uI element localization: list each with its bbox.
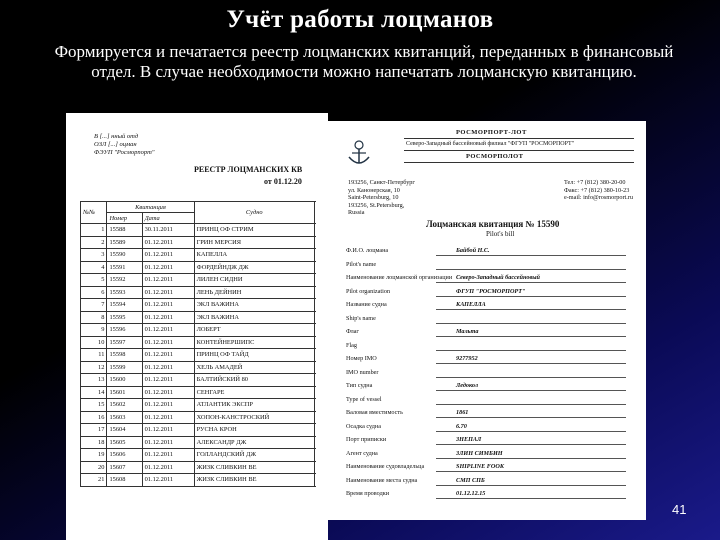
field-underline (436, 296, 626, 297)
receipt-subtitle: Pilot's bill (486, 230, 515, 238)
register-cell: 01.12.2011 (142, 324, 194, 337)
register-cell: 15606 (107, 449, 142, 462)
address-line: Saint-Petersburg, 10 (348, 194, 399, 201)
field-underline (436, 498, 626, 499)
field-underline (436, 269, 626, 270)
receipt-field-value: 01.12.12.15 (456, 490, 486, 497)
register-cell: ГРИН МЕРСИЯ (194, 236, 314, 249)
receipt-field-value: 1861 (456, 409, 469, 416)
field-underline (436, 417, 626, 418)
register-cell: 01.12.2011 (142, 311, 194, 324)
receipt-field-label: Pilot's name (346, 260, 377, 268)
receipt-field-value: 6.70 (456, 422, 467, 430)
register-header-line: ОЗЛ [...] оцман (94, 141, 137, 148)
register-cell: 15597 (107, 336, 142, 349)
register-cell: 01.12.2011 (142, 299, 194, 312)
receipt-field-label: Валовая вместимость (346, 409, 403, 416)
register-cell: 8 (81, 311, 107, 324)
register-cell: 15602 (107, 399, 142, 412)
contact-line: e-mail: info@rosmorport.ru (564, 194, 633, 201)
register-cell: 01.12.2011 (142, 249, 194, 262)
page-number: 41 (672, 502, 687, 517)
register-cell: 15604 (107, 424, 142, 437)
receipt-field-label: Порт приписки (346, 436, 387, 443)
register-cell: АТЛАНТИК ЭКСПР (194, 399, 314, 412)
register-header (94, 133, 155, 157)
receipt-rosmor: РОСМОРПОЛОТ (466, 153, 524, 160)
register-cell: 2 (81, 236, 107, 249)
register-cell: ПРИНЦ ОФ ТАЙД (194, 349, 314, 362)
col-date-header: Дата (142, 213, 194, 224)
receipt-title: Лоцманская квитанция № 15590 (426, 219, 560, 229)
register-cell: 30.11.2011 (142, 224, 194, 237)
register-cell: 01.12.2011 (142, 474, 194, 487)
register-cell: 15601 (107, 386, 142, 399)
register-cell: 12 (81, 361, 107, 374)
register-cell: 15596 (107, 324, 142, 337)
register-cell: 15603 (107, 411, 142, 424)
register-cell: 01.12.2011 (142, 274, 194, 287)
register-cell: ХОПОН-КАНСТРОСКИЙ (194, 411, 314, 424)
receipt-field-value: Байбой Н.С. (456, 247, 490, 254)
register-cell: ЖИЗК СЛИВКИН ВЕ (194, 461, 314, 474)
register-cell: ЛЕНЬ ДЕЙНИН (194, 286, 314, 299)
register-cell: 1 (81, 224, 107, 237)
receipt-contacts (564, 179, 633, 202)
register-cell: 20 (81, 461, 107, 474)
register-header-line: В [...] нный отд (94, 133, 139, 140)
receipt-field-label: Type of vessel (346, 395, 382, 403)
receipt-field-value: КАПЕЛЛА (456, 301, 486, 308)
register-cell: 01.12.2011 (142, 436, 194, 449)
register-cell: 15588 (107, 224, 142, 237)
field-underline (436, 282, 626, 283)
receipt-field-value: ЗНЕПАЛ (456, 436, 482, 443)
slide-title: Учёт работы лоцманов (226, 6, 494, 33)
field-underline (436, 323, 626, 324)
field-underline (436, 485, 626, 486)
register-cell: 9 (81, 324, 107, 337)
field-underline (436, 458, 626, 459)
receipt-field-label: Наименование лоцманской организации (346, 274, 453, 281)
register-document (66, 113, 328, 540)
address-line: ул. Канонерская, 10 (348, 186, 400, 194)
register-cell: ПРИНЦ ОФ СТРИМ (194, 224, 314, 237)
register-cell: 15594 (107, 299, 142, 312)
col-no-header: №№ (81, 202, 107, 224)
receipt-field-label: Время проводки (346, 490, 390, 497)
field-underline (436, 377, 626, 378)
field-underline (436, 350, 626, 351)
address-line: 193256, St.Petersburg, (348, 201, 405, 209)
receipt-field-label: Flag (346, 341, 358, 349)
register-cell: РУСНА КРОН (194, 424, 314, 437)
register-cell: ЖИЗК СЛИВКИН ВЕ (194, 474, 314, 487)
register-cell: 01.12.2011 (142, 449, 194, 462)
register-cell: 01.12.2011 (142, 261, 194, 274)
register-cell: 19 (81, 449, 107, 462)
divider (404, 162, 634, 163)
register-cell: ГОЛЛАНДСКИЙ ДЖ (194, 449, 314, 462)
receipt-field-value: SHIPLINE FOOK (456, 463, 504, 470)
receipt-field-label: Ship's name (346, 314, 376, 322)
register-cell: 10 (81, 336, 107, 349)
register-cell: 15593 (107, 286, 142, 299)
register-title: РЕЕСТР ЛОЦМАНСКИХ КВ (194, 165, 303, 174)
slide-subtitle: Формируется и печатается реестр лоцманских квитанций, переданных в финансовый отдел. В случае необходимости можно напечатать лоцманскую квитанцию. (54, 42, 674, 81)
receipt-field-label: Тип судна (346, 382, 373, 389)
field-underline (436, 390, 626, 391)
register-cell: 15608 (107, 474, 142, 487)
field-underline (436, 431, 626, 432)
register-cell: 15595 (107, 311, 142, 324)
register-cell: 16 (81, 411, 107, 424)
register-cell: 15599 (107, 361, 142, 374)
register-cell: 3 (81, 249, 107, 262)
register-cell: 01.12.2011 (142, 461, 194, 474)
receipt-field-value: 9277952 (456, 355, 478, 362)
register-cell: ЭКЛ ВАЖИНА (194, 311, 314, 324)
col-ship-header: Судно (194, 202, 314, 224)
field-underline (436, 255, 626, 256)
register-cell: 6 (81, 286, 107, 299)
register-cell: 18 (81, 436, 107, 449)
register-cell: СЕНГАРЕ (194, 386, 314, 399)
register-cell: 01.12.2011 (142, 411, 194, 424)
register-cell: 15607 (107, 461, 142, 474)
register-cell: КОНТЕЙНЕРШИПС (194, 336, 314, 349)
field-underline (436, 471, 626, 472)
receipt-field-label: Наименование места судна (346, 476, 418, 484)
receipt-field-label: Название судна (346, 301, 387, 308)
register-header-line: ФЭУП "Росморпорт" (94, 149, 155, 156)
register-cell: 01.12.2011 (142, 399, 194, 412)
receipt-branch: Северо-Западный бассейновый филиал "ФГУП "РОСМОРПОРТ" (406, 141, 575, 147)
register-cell: 01.12.2011 (142, 424, 194, 437)
receipt-field-value: ЗЛИН СИМБИН (456, 449, 503, 457)
receipt-field-label: Агент судна (346, 449, 378, 457)
address-line: 193256, Санкт-Петербург (348, 179, 415, 186)
register-cell: 15591 (107, 261, 142, 274)
register-cell: 21 (81, 474, 107, 487)
register-cell: 15592 (107, 274, 142, 287)
register-cell: 01.12.2011 (142, 386, 194, 399)
receipt-field-label: Флаг (346, 328, 359, 335)
register-cell: БАЛТИЙСКИЙ 80 (194, 374, 314, 387)
register-cell: ЭКЛ ВАЖИНА (194, 299, 314, 312)
divider (404, 150, 634, 151)
register-cell: 01.12.2011 (142, 349, 194, 362)
register-cell: 01.12.2011 (142, 361, 194, 374)
receipt-field-value: ФГУП "РОСМОРПОРТ" (456, 287, 526, 295)
receipt-field-value: Северо-Западный бассейновый (456, 274, 540, 281)
register-cell: 15589 (107, 236, 142, 249)
receipt-address (348, 179, 415, 217)
register-cell: 14 (81, 386, 107, 399)
register-cell: 15600 (107, 374, 142, 387)
field-underline (436, 363, 626, 364)
register-date: от 01.12.20 (264, 177, 302, 186)
receipt-field-label: Наименование судовладельца (346, 463, 425, 470)
field-underline (436, 404, 626, 405)
divider (404, 138, 634, 139)
register-cell: 17 (81, 424, 107, 437)
receipt-field-label: Ф.И.О. лоцмана (346, 247, 389, 254)
field-underline (436, 309, 626, 310)
register-cell: 01.12.2011 (142, 336, 194, 349)
register-cell: АЛЕКСАНДР ДЖ (194, 436, 314, 449)
register-cell: КАПЕЛЛА (194, 249, 314, 262)
field-underline (436, 336, 626, 337)
receipt-field-label: Номер IMO (346, 355, 377, 362)
receipt-document (316, 121, 646, 520)
register-cell: ФОРДЕЙНДЖ ДЖ (194, 261, 314, 274)
register-cell: 13 (81, 374, 107, 387)
receipt-field-label: Осадка судна (346, 422, 381, 430)
anchor-emblem-icon (346, 139, 372, 167)
contact-line: Факс: +7 (812) 380-10-23 (564, 186, 630, 194)
register-cell: 5 (81, 274, 107, 287)
receipt-field-label: Pilot organization (346, 287, 391, 295)
register-cell: 01.12.2011 (142, 374, 194, 387)
receipt-company: РОСМОРПОРТ-ЛОТ (456, 129, 527, 136)
register-cell: 15 (81, 399, 107, 412)
register-cell: 15590 (107, 249, 142, 262)
address-line: Russia (348, 209, 365, 216)
receipt-field-label: IMO number (346, 368, 379, 376)
register-cell: 7 (81, 299, 107, 312)
field-underline (436, 444, 626, 445)
col-receipt-header: Квитанция (107, 202, 194, 213)
register-cell: ХЕЛЬ АМАДЕЙ (194, 361, 314, 374)
register-cell: 15598 (107, 349, 142, 362)
register-cell: ЛОБЕРТ (194, 324, 314, 337)
register-cell: 15605 (107, 436, 142, 449)
register-cell: 01.12.2011 (142, 286, 194, 299)
register-cell: 01.12.2011 (142, 236, 194, 249)
col-number-header: Номер (107, 213, 142, 224)
register-cell: 11 (81, 349, 107, 362)
register-cell: 4 (81, 261, 107, 274)
receipt-field-value: Мальта (456, 328, 479, 335)
receipt-field-value: СМП СПБ (456, 476, 485, 484)
register-cell: ЛИЛЕН СИДНИ (194, 274, 314, 287)
receipt-field-value: Ледокол (456, 382, 479, 389)
contact-line: Тел: +7 (812) 380-20-00 (564, 179, 626, 186)
